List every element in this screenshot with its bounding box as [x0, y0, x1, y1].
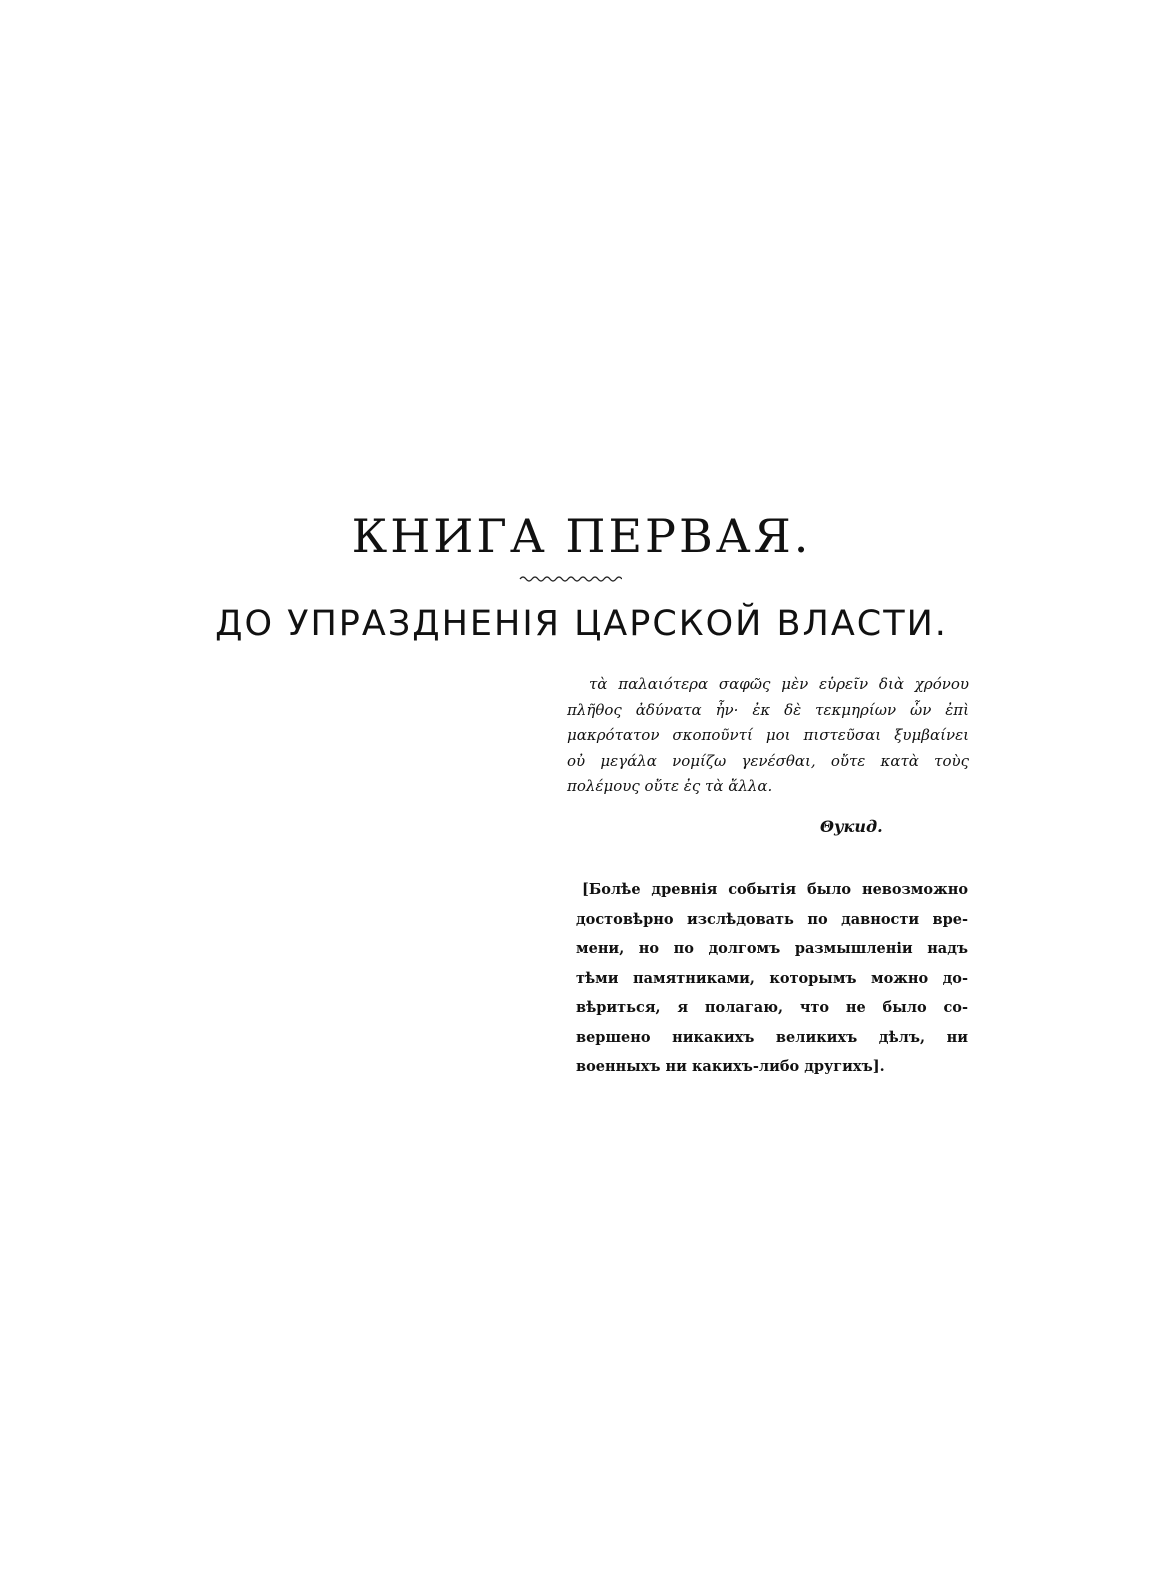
epigraph-line: πολέμους οὔτε ἐς τὰ ἄλλα.: [567, 777, 773, 795]
translation-line: вѣриться, я полагаю, что не было со-: [576, 999, 968, 1016]
epigraph-translation: [576, 875, 968, 1082]
translation-line: тѣми памятниками, которымъ можно до-: [576, 969, 968, 987]
epigraph-line: τὰ παλαιότερα σαφῶς μὲν εὑρεῖν διὰ χρόνου: [589, 675, 969, 693]
translation-line: достовѣрно изслѣдовать по давности вре-: [576, 910, 968, 928]
epigraph-attribution: Θукид.: [820, 817, 883, 836]
epigraph-line: μακρότατον σκοποῦντί μοι πιστεῦσαι ξυμβαίνει: [567, 726, 969, 744]
epigraph-line: οὐ μεγάλα νομίζω γενέσθαι, οὔτε κατὰ τοὺς: [567, 751, 969, 770]
translation-line: мени, но по долгомъ размышленіи надъ: [576, 940, 968, 957]
translation-line: [Болѣе древнія событія было невозможно: [582, 881, 968, 898]
epigraph-line: πλῆθος ἀδύνατα ἦν· ἐκ δὲ τεκμηρίων ὧν ἐπὶ: [567, 700, 969, 719]
translation-line: военныхъ ни какихъ-либо другихъ].: [576, 1058, 885, 1075]
wavy-ornament-divider: [518, 574, 622, 584]
translation-line: вершено никакихъ великихъ дѣлъ, ни: [576, 1028, 968, 1046]
book-title: КНИГА ПЕРВАЯ.: [351, 509, 812, 563]
section-title: ДО УПРАЗДНЕНІЯ ЦАРСКОЙ ВЛАСТИ.: [215, 604, 948, 644]
greek-epigraph: [567, 672, 969, 800]
